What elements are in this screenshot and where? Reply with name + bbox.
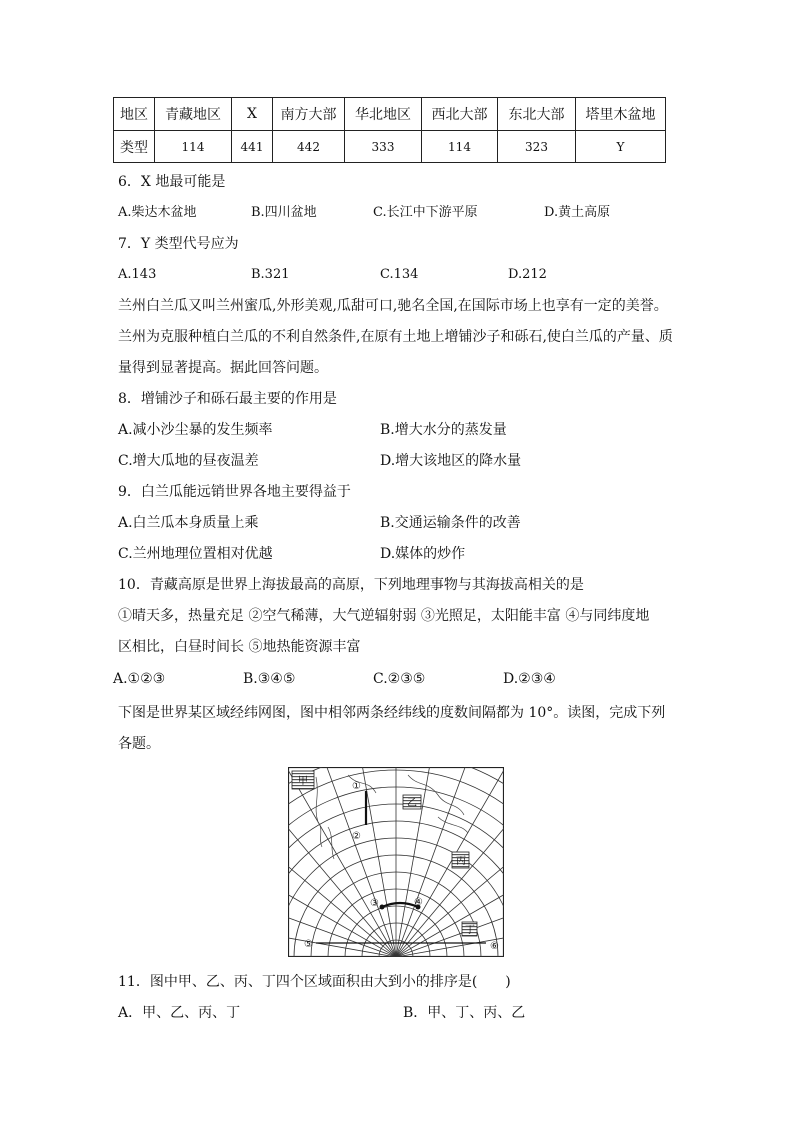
q8-option-b[interactable]: B.增大水分的蒸发量: [380, 422, 507, 438]
q10-statement-line: 区相比，白昼时间长 ⑤地热能资源丰富: [118, 639, 361, 655]
table-header-row: [114, 98, 666, 131]
label-circle-4: ④: [414, 897, 423, 908]
q8-option-c[interactable]: C.增大瓜地的昼夜温差: [118, 453, 259, 469]
table-row: [114, 131, 666, 163]
q6-option-a[interactable]: A.柴达木盆地: [118, 205, 197, 220]
q7-option-a[interactable]: A.143: [118, 267, 157, 282]
table-cell: 西北大部: [422, 98, 498, 131]
passage2-line: 各题。: [118, 736, 160, 752]
table-cell: 442: [273, 131, 345, 163]
q6-option-c[interactable]: C.长江中下游平原: [373, 205, 478, 220]
table-cell: 333: [345, 131, 422, 163]
label-circle-6: ⑥: [490, 941, 499, 952]
q9-option-c[interactable]: C.兰州地理位置相对优越: [118, 546, 273, 562]
label-jia: 甲: [298, 776, 308, 787]
q8-option-d[interactable]: D.增大该地区的降水量: [380, 453, 522, 469]
table-cell: 441: [232, 131, 273, 163]
label-circle-5: ⑤: [304, 939, 313, 950]
table-cell: 华北地区: [345, 98, 422, 131]
table-cell: 114: [155, 131, 232, 163]
passage1-line: 量得到显著提高。据此回答问题。: [118, 360, 328, 376]
q8-stem: 8．增铺沙子和砾石最主要的作用是: [118, 391, 337, 407]
label-yi: 乙: [407, 798, 417, 809]
q11-option-b[interactable]: B．甲、丁、丙、乙: [403, 1005, 526, 1021]
q10-option-a[interactable]: A.①②③: [113, 671, 166, 687]
q10-option-c[interactable]: C.②③⑤: [373, 671, 426, 687]
table-cell: 地区: [114, 98, 155, 131]
table-cell: 青藏地区: [155, 98, 232, 131]
table-cell: 塔里木盆地: [576, 98, 666, 131]
table-cell: 类型: [114, 131, 155, 163]
q7-stem: 7．Y 类型代号应为: [118, 236, 239, 252]
q10-statement-line: ①晴天多，热量充足 ②空气稀薄，大气逆辐射弱 ③光照足，太阳能丰富 ④与同纬度地: [118, 608, 650, 624]
q11-option-a[interactable]: A．甲、乙、丙、丁: [118, 1005, 241, 1021]
label-circle-1: ①: [352, 781, 361, 792]
q9-option-d[interactable]: D.媒体的炒作: [380, 546, 466, 562]
table-cell: Y: [576, 131, 666, 163]
label-bing: 丙: [456, 856, 466, 867]
passage2-line: 下图是世界某区域经纬网图，图中相邻两条经纬线的度数间隔都为 10°。读图，完成下列: [118, 705, 666, 721]
table-cell: 323: [498, 131, 576, 163]
label-ding: 丁: [465, 925, 475, 936]
q10-stem: 10．青藏高原是世界上海拔最高的高原，下列地理事物与其海拔高相关的是: [118, 577, 584, 593]
label-circle-3: ③: [370, 898, 379, 909]
q7-option-d[interactable]: D.212: [508, 267, 547, 282]
q7-option-c[interactable]: C.134: [380, 267, 419, 282]
table-cell: X: [232, 98, 273, 131]
graticule-map: [288, 767, 504, 957]
q9-stem: 9．白兰瓜能远销世界各地主要得益于: [118, 484, 351, 500]
q8-option-a[interactable]: A.减小沙尘暴的发生频率: [118, 422, 273, 438]
passage1-line: 兰州为克服种植白兰瓜的不利自然条件,在原有土地上增铺沙子和砾石,使白兰瓜的产量、质: [118, 329, 673, 345]
q9-option-b[interactable]: B.交通运输条件的改善: [380, 515, 521, 531]
table-cell: 南方大部: [273, 98, 345, 131]
passage1-line: 兰州白兰瓜又叫兰州蜜瓜,外形美观,瓜甜可口,驰名全国,在国际市场上也享有一定的美誉。: [118, 298, 668, 314]
table-cell: 东北大部: [498, 98, 576, 131]
q6-option-d[interactable]: D.黄土高原: [544, 205, 611, 220]
q6-stem: 6．X 地最可能是: [118, 174, 226, 190]
q11-stem: 11．图中甲、乙、丙、丁四个区域面积由大到小的排序是( ): [118, 974, 511, 990]
q6-option-b[interactable]: B.四川盆地: [251, 205, 317, 220]
q10-option-b[interactable]: B.③④⑤: [243, 671, 296, 687]
region-type-table: [113, 97, 666, 163]
q10-option-d[interactable]: D.②③④: [503, 671, 556, 687]
table-cell: 114: [422, 131, 498, 163]
q9-option-a[interactable]: A.白兰瓜本身质量上乘: [118, 515, 259, 531]
point-3-dot: [380, 905, 385, 910]
label-circle-2: ②: [352, 831, 361, 842]
q7-option-b[interactable]: B.321: [251, 267, 290, 282]
